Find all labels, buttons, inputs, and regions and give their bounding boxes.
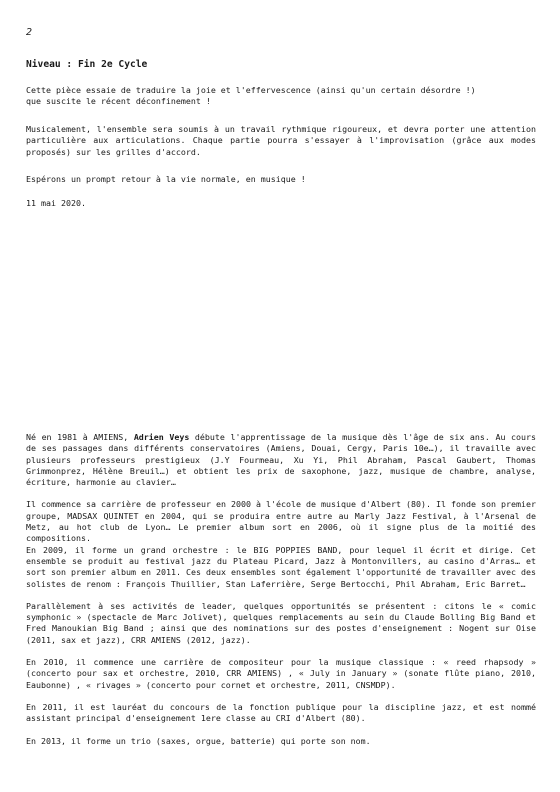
bio-paragraph-2: Il commence sa carrière de professeur en 2000 à l'école de musique d'Albert (80). Il fonde son premier groupe, MADSAX QUINTET en 2004, qui se produira entre autre au Marly Jazz Festival, à l'Arsenal de Metz, au hot club de Lyon… Le premier album sort en 2006, où il signe plus de la moitié des compositions. bbox=[26, 499, 536, 544]
bio-paragraph-5: En 2010, il commence une carrière de compositeur pour la musique classique : « reed rhapsody » (concerto pour sax et orchestre, 2010, CRR AMIENS) , « July in January » (sonate flûte piano, 2010, Eaubonne) , « rivages » (concerto pour cornet et orchestre, 2011, CNSMDP). bbox=[26, 657, 536, 690]
intro-paragraph-2: Musicalement, l'ensemble sera soumis à un travail rythmique rigoureux, et devra porter une attention particulière aux articulations. Chaque partie pourra s'essayer à l'improvisation (grâce aux modes proposés) sur les grilles d'accord. bbox=[26, 124, 536, 157]
bio-paragraph-1: Né en 1981 à AMIENS, Adrien Veys débute l'apprentissage de la musique dès l'âge de six ans. Au cours de ses passages dans différents conservatoires (Amiens, Douai, Cergy, Paris 10e…), il travaille avec plusieurs professeurs prestigieux (J.Y Fourmeau, Xu Yi, Phil Abraham, Pascal Gaubert, Thomas Grimmonprez, Hélène Breuil…) et obtient les prix de saxophone, jazz, musique de chambre, analyse, écriture, harmonie au clavier… bbox=[26, 432, 536, 488]
bio-paragraph-6: En 2011, il est lauréat du concours de la fonction publique pour la discipline jazz, et est nommé assistant principal d'enseignement 1ere classe au CRI d'Albert (80). bbox=[26, 701, 536, 724]
section-heading: Niveau : Fin 2e Cycle bbox=[26, 59, 148, 70]
page-number: 2 bbox=[26, 27, 33, 38]
intro-paragraph-1 bbox=[26, 85, 536, 108]
intro-date: 11 mai 2020. bbox=[26, 198, 86, 208]
intro-line-2: que suscite le récent déconfinement ! bbox=[26, 96, 211, 107]
bio-paragraph-3: En 2009, il forme un grand orchestre : le BIG POPPIES BAND, pour lequel il écrit et dirige. Cet ensemble se produit au festival jazz du Plateau Picard, Jazz à Montonvillers, au casino d'Arras… et sort son premier album en 2011. Ces deux ensembles sont également l'opportunité de travailler avec des solistes de renom : François Thuillier, Stan Laferrière, Serge Bertocchi, Phil Abraham, Eric Barret… bbox=[26, 544, 536, 589]
intro-line-1: Cette pièce essaie de traduire la joie et l'effervescence (ainsi qu'un certain désordre !) bbox=[26, 85, 476, 95]
biography bbox=[26, 432, 536, 758]
bio-paragraph-4: Parallèlement à ses activités de leader, quelques opportunités se présentent : citons le « comic symphonic » (spectacle de Marc Jolivet), quelques remplacements au sein du Claude Bolling Big Band et Fred Manoukian Big Band ; ainsi que des nominations sur des postes d'enseignement : Nogent sur Oise (2011, sax et jazz), CRR AMIENS (2012, jazz). bbox=[26, 600, 536, 645]
composer-name: Adrien Veys bbox=[133, 432, 190, 442]
bio-paragraph-7: En 2013, il forme un trio (saxes, orgue, batterie) qui porte son nom. bbox=[26, 735, 371, 746]
intro-paragraph-3: Espérons un prompt retour à la vie normale, en musique ! bbox=[26, 174, 306, 184]
